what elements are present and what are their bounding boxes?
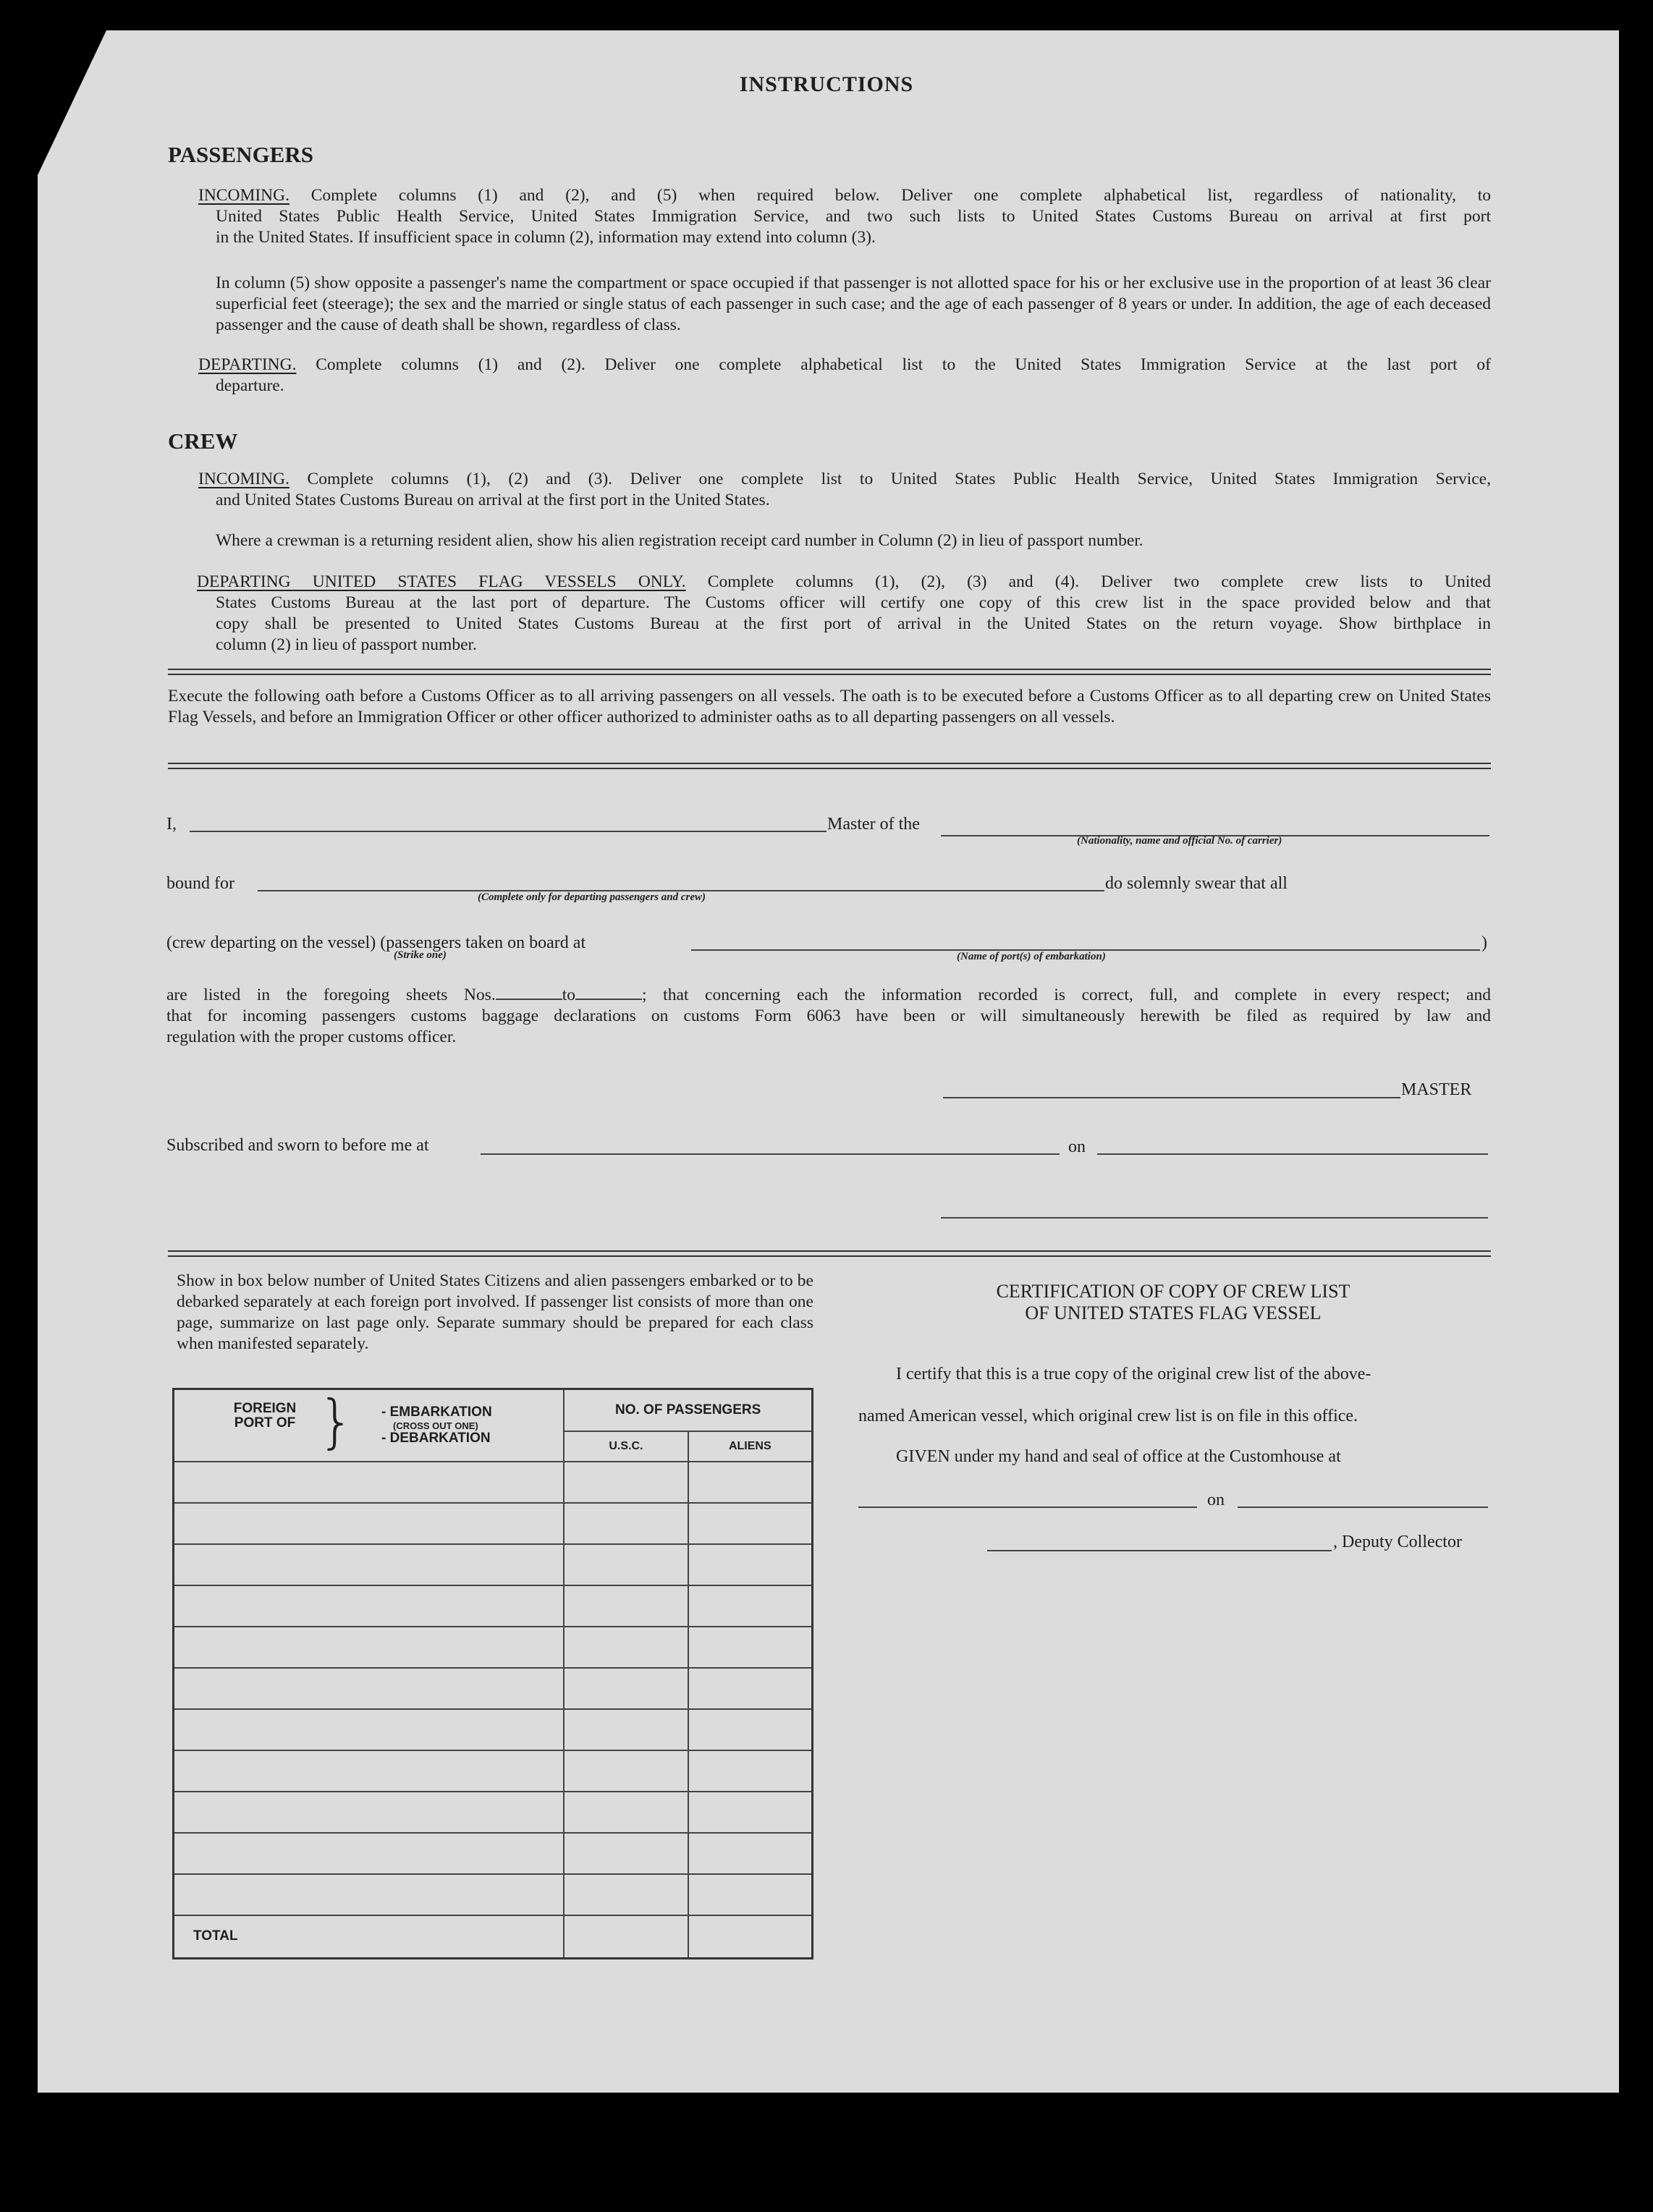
- usc-cell[interactable]: [564, 1462, 688, 1503]
- certification-title-line1: CERTIFICATION OF COPY OF CREW LIST: [996, 1281, 1350, 1302]
- aliens-cell[interactable]: [688, 1833, 813, 1874]
- passengers-departing-line2: departure.: [216, 376, 284, 395]
- crew-departing-line1: Complete columns (1), (2), (3) and (4). Deliver two complete crew lists to United: [707, 572, 1491, 591]
- cert-date-field[interactable]: [1238, 1507, 1488, 1508]
- crew-incoming-line1: Complete columns (1), (2) and (3). Deliver one complete list to United States Public Health Service, United States Immigration Service,: [307, 470, 1491, 488]
- usc-cell[interactable]: [564, 1833, 688, 1874]
- port-cell[interactable]: [174, 1627, 565, 1668]
- cert-on-label: on: [1207, 1491, 1225, 1509]
- passengers-incoming-section: [198, 185, 1491, 248]
- passengers-incoming-line3: in the United States. If insufficient space in column (2), information may extend into column (3).: [216, 228, 876, 247]
- aliens-total-cell[interactable]: [688, 1915, 813, 1959]
- usc-cell[interactable]: [564, 1503, 688, 1544]
- deputy-signature-field[interactable]: [987, 1550, 1332, 1551]
- table-row: [174, 1585, 813, 1627]
- page-title: INSTRUCTIONS: [739, 72, 914, 96]
- usc-cell[interactable]: [564, 1874, 688, 1915]
- certification-title-line2: OF UNITED STATES FLAG VESSEL: [1025, 1302, 1322, 1323]
- aliens-cell[interactable]: [688, 1709, 813, 1750]
- table-row: [174, 1833, 813, 1874]
- oath-intro: Execute the following oath before a Customs Officer as to all arriving passengers on all vessels. The oath is to be executed before a Customs Officer as to all departing crew on United States Flag Vessels, and before an Immigration Officer or other officer authorized to administer oaths as to all departing passengers on all vessels.: [168, 687, 1491, 726]
- table-row: [174, 1709, 813, 1750]
- port-cell[interactable]: [174, 1750, 565, 1792]
- sworn-on-label: on: [1068, 1137, 1086, 1156]
- crew-heading: CREW: [168, 428, 238, 454]
- port-caption: (Name of port(s) of embarkation): [957, 951, 1106, 962]
- crew-departing-line4: column (2) in lieu of passport number.: [216, 635, 477, 654]
- port-cell[interactable]: [174, 1833, 565, 1874]
- brace-icon: }: [318, 1388, 355, 1455]
- aliens-header: ALIENS: [688, 1431, 813, 1462]
- master-name-field[interactable]: [190, 831, 826, 832]
- usc-cell[interactable]: [564, 1709, 688, 1750]
- passengers-departing-line1: Complete columns (1) and (2). Deliver one complete alphabetical list to the United States Immigration Service at the last port of: [316, 355, 1491, 374]
- crew-resident-alien-text: Where a crewman is a returning resident alien, show his alien registration receipt card number in Column (2) in lieu of passport number.: [216, 531, 1143, 550]
- aliens-cell[interactable]: [688, 1668, 813, 1709]
- usc-total-cell[interactable]: [564, 1915, 688, 1959]
- usc-header: U.S.C.: [564, 1431, 688, 1462]
- aliens-cell[interactable]: [688, 1544, 813, 1585]
- port-header-cell: [174, 1389, 565, 1462]
- officer-signature-field[interactable]: [941, 1217, 1488, 1219]
- summary-intro: Show in box below number of United States Citizens and alien passengers embarked or to be debarked separately at each foreign port involved. If passenger list consists of more than one page, summarize on last page only. Separate summary should be prepared for each class when manifested separately.: [177, 1271, 813, 1353]
- crew-incoming-section: [198, 469, 1491, 511]
- listed-text: [166, 985, 1491, 1048]
- port-cell[interactable]: [174, 1544, 565, 1585]
- crew-departing-label: DEPARTING UNITED STATES FLAG VESSELS ONLY.: [197, 572, 686, 591]
- sheet-to-field[interactable]: [575, 999, 642, 1000]
- usc-cell[interactable]: [564, 1585, 688, 1627]
- port-cell[interactable]: [174, 1462, 565, 1503]
- no-of-passengers-header: NO. OF PASSENGERS: [564, 1389, 812, 1431]
- passengers-heading: PASSENGERS: [168, 142, 313, 167]
- swear-text: do solemnly swear that all: [1105, 874, 1288, 893]
- aliens-cell[interactable]: [688, 1503, 813, 1544]
- table-row: [174, 1462, 813, 1503]
- master-signature-field[interactable]: [943, 1097, 1400, 1098]
- crew-incoming-line2: and United States Customs Bureau on arrival at the first port in the United States.: [216, 491, 770, 509]
- port-cell[interactable]: [174, 1503, 565, 1544]
- listed-line3: regulation with the proper customs officer.: [166, 1027, 457, 1046]
- total-row: [174, 1915, 813, 1959]
- table-row: [174, 1627, 813, 1668]
- crew-departing-section: [197, 572, 1491, 656]
- listed-post: ; that concerning each the information recorded is correct, full, and complete in every respect; and: [642, 986, 1491, 1004]
- crew-departing-text: (crew departing on the vessel) (passengers taken on board at: [166, 933, 586, 952]
- cross-out-one-header: (CROSS OUT ONE): [393, 1420, 478, 1431]
- aliens-cell[interactable]: [688, 1792, 813, 1833]
- debarkation-header: - DEBARKATION: [381, 1431, 491, 1446]
- aliens-cell[interactable]: [688, 1627, 813, 1668]
- listed-line2: that for incoming passengers customs baggage declarations on customs Form 6063 have been or will simultaneously herewith be filed as required by law and: [166, 1007, 1491, 1025]
- crew-departing-line3: copy shall be presented to United States Customs Bureau at the first port of arrival in the United States on the return voyage. Show birthplace in: [216, 614, 1491, 633]
- aliens-cell[interactable]: [688, 1750, 813, 1792]
- sworn-date-field[interactable]: [1097, 1153, 1488, 1155]
- section-divider: [168, 1250, 1491, 1257]
- passengers-incoming-line2: United States Public Health Service, United States Immigration Service, and two such lists to United States Customs Bureau on arrival at first port: [216, 207, 1491, 226]
- usc-cell[interactable]: [564, 1750, 688, 1792]
- deputy-collector-label: , Deputy Collector: [1333, 1533, 1462, 1551]
- certification-title: [858, 1281, 1488, 1324]
- usc-cell[interactable]: [564, 1668, 688, 1709]
- usc-cell[interactable]: [564, 1627, 688, 1668]
- table-row: [174, 1750, 813, 1792]
- table-row: [174, 1503, 813, 1544]
- aliens-cell[interactable]: [688, 1585, 813, 1627]
- table-row: [174, 1874, 813, 1915]
- bound-for-caption: (Complete only for departing passengers and crew): [478, 891, 706, 903]
- usc-cell[interactable]: [564, 1544, 688, 1585]
- port-cell[interactable]: [174, 1792, 565, 1833]
- table-row: [174, 1668, 813, 1709]
- customhouse-field[interactable]: [858, 1507, 1197, 1508]
- bound-for-label: bound for: [166, 874, 234, 893]
- foreign-port-of-header: FOREIGN PORT OF: [233, 1401, 297, 1431]
- given-text: GIVEN under my hand and seal of office at the Customhouse at: [896, 1447, 1341, 1466]
- passengers-column5-text: In column (5) show opposite a passenger's name the compartment or space occupied if that passenger is not allotted space for his or her exclusive use in the proportion of at least 36 clear superficial feet (steerage); the sex and the married or single status of each passenger in such case; and the age of each passenger of 8 years or under. In addition, the age of each deceased passenger and the cause of death shall be shown, regardless of class.: [216, 274, 1491, 334]
- carrier-caption: (Nationality, name and official No. of carrier): [1077, 835, 1282, 847]
- master-label: MASTER: [1401, 1080, 1472, 1099]
- port-cell[interactable]: [174, 1874, 565, 1915]
- master-of-the-label: Master of the: [827, 815, 920, 834]
- sworn-location-field[interactable]: [481, 1153, 1060, 1155]
- certify-line2: named American vessel, which original crew list is on file in this office.: [858, 1407, 1358, 1425]
- subscribed-label: Subscribed and sworn to before me at: [166, 1136, 429, 1155]
- passengers-departing-label: DEPARTING.: [198, 355, 297, 374]
- crew-departing-line2: States Customs Bureau at the last port of departure. The Customs officer will certify one copy of this crew list in the space provided below and that: [216, 593, 1491, 612]
- passengers-incoming-label: INCOMING.: [198, 186, 289, 205]
- listed-pre: are listed in the foregoing sheets Nos.: [166, 986, 496, 1004]
- aliens-cell[interactable]: [688, 1874, 813, 1915]
- passengers-incoming-line1: Complete columns (1) and (2), and (5) when required below. Deliver one complete alphabetical list, regardless of nationality, to: [310, 186, 1491, 205]
- passengers-departing-section: [198, 355, 1491, 397]
- usc-cell[interactable]: [564, 1792, 688, 1833]
- certify-line1: I certify that this is a true copy of the original crew list of the above-: [896, 1365, 1371, 1383]
- embarkation-header: - EMBARKATION: [381, 1404, 492, 1420]
- section-divider: [168, 669, 1491, 675]
- port-cell[interactable]: [174, 1668, 565, 1709]
- listed-to: to: [562, 986, 576, 1004]
- sheet-from-field[interactable]: [496, 999, 562, 1000]
- close-paren: ): [1481, 933, 1487, 952]
- table-row: [174, 1544, 813, 1585]
- port-cell[interactable]: [174, 1585, 565, 1627]
- port-cell[interactable]: [174, 1709, 565, 1750]
- crew-incoming-label: INCOMING.: [198, 470, 289, 488]
- oath-i-label: I,: [166, 815, 177, 834]
- strike-one-caption: (Strike one): [394, 949, 447, 961]
- total-label: TOTAL: [174, 1915, 565, 1959]
- section-divider: [168, 763, 1491, 769]
- aliens-cell[interactable]: [688, 1462, 813, 1503]
- table-row: [174, 1792, 813, 1833]
- passenger-summary-table: [172, 1388, 813, 1959]
